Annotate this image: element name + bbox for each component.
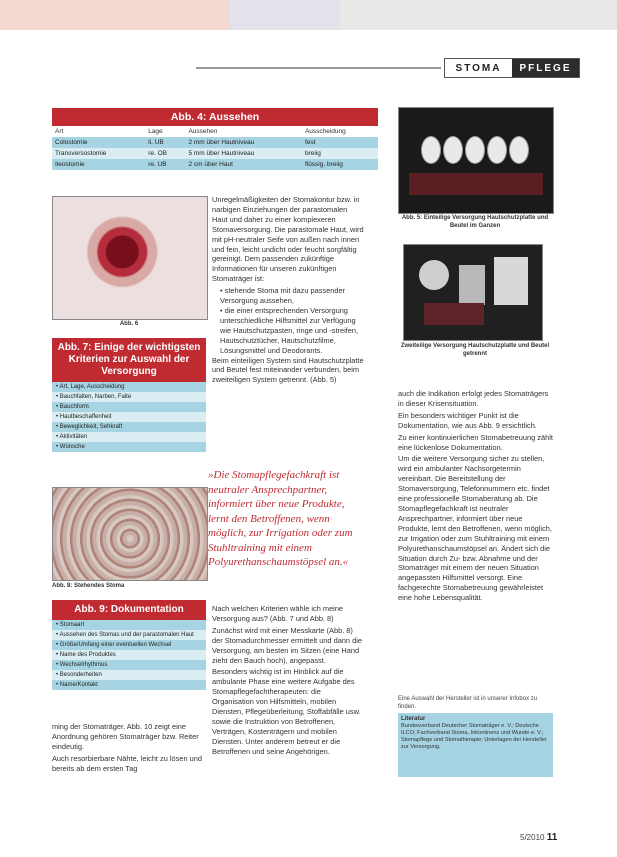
logo-right-text: PFLEGE bbox=[512, 59, 579, 77]
product-photo-abb5 bbox=[398, 107, 554, 214]
box-abb7-title: Abb. 7: Einige der wichtigsten Kriterien zur Auswahl der Versorgung bbox=[52, 338, 206, 382]
stoma-photo-abb6 bbox=[52, 196, 208, 320]
list-item: • Art, Lage, Ausscheidung bbox=[52, 382, 206, 392]
caption-abb6: Abb. 6 bbox=[119, 321, 139, 327]
caption-zweiteilig: Zweiteilige Versorgung Hautschutzplatte und Beutel getrennt bbox=[400, 343, 550, 357]
table-cell: Transversostomie bbox=[52, 148, 145, 159]
paragraph: ming der Stomaträger. Abb. 10 zeigt eine Anordnung gehören Stomaträger bzw. Reiter eindeutig. bbox=[52, 722, 199, 751]
paragraph: auch die Indikation erfolgt jedes Stomaträgers in dieser Krisensituation. bbox=[398, 389, 549, 408]
table-header-cell: Art bbox=[52, 126, 145, 137]
caption-abb5: Abb. 5: Einteilige Versorgung Hautschutzplatte und Beutel im Ganzen bbox=[401, 215, 549, 229]
table-header-cell: Lage bbox=[145, 126, 185, 137]
pouch-item bbox=[459, 265, 485, 305]
list-item: • Aussehen des Stomas und der parastomalen Haut bbox=[52, 630, 206, 640]
table-cell: flüssig, breiig bbox=[302, 159, 378, 170]
list-item: • Wünsche bbox=[52, 442, 206, 452]
paragraph: Um die weitere Versorgung sicher zu stellen, wird ein ambulanter Nachsorgetermin vereinbart. Die Bereitstellung der Stomaversorgung, Telefonnummern etc. findet eine professionelle Stomaberatung ab. Die Stomapflegefachkraft ist neutraler Ansprechpartner, informiert über neue Produkte, lernt den Betroffenen, wenn möglich, zur Irrigation oder zum Stuhltraining mit einem Polyurethanschaumstöpsel an. Ändert sich die Situation durch Zu- bzw. Abnahme und der Stomaträger mit einem der neuen Situation angepassten Hilfsmittel versorgt. Eine fachgerechte Stomabetreuung gewährleistet eine hohe Lebensqualität. bbox=[398, 454, 552, 603]
product-photo-zweiteilig bbox=[403, 244, 543, 341]
list-item: • Wechselrhythmus bbox=[52, 660, 206, 670]
list-item: • Name/Kontakt bbox=[52, 680, 206, 690]
table-cell: fest bbox=[302, 137, 378, 148]
paragraph: Unregelmäßigkeiten der Stomakontur bzw. in narbigen Einziehungen der parastomalen Haut und daher zu einer komplexeren Stomaversorgung. Die parastomale Haut, wird mit pH-neutraler Seife von außen nach innen und fein, leicht undicht oder feucht sorgfältig gereinigt. Dem passenden zukünftige Informationen für unseren zukünftigen Stomaträger ist: bbox=[212, 195, 364, 284]
table-cell: 2 mm über Hautniveau bbox=[185, 137, 301, 148]
table-cell: 5 mm über Hautniveau bbox=[185, 148, 301, 159]
box-abb7-list bbox=[52, 382, 206, 452]
table-header-row bbox=[52, 126, 378, 137]
section-logo bbox=[444, 58, 580, 78]
list-item: • Bauchform bbox=[52, 402, 206, 412]
paragraph: Zunächst wird mit einer Messkarte (Abb. 8) der Stomadurchmesser ermittelt und dann die Versorgung, am besten im Sitzen (eine Hand zieht den Bauch hoch), angepasst. bbox=[212, 625, 362, 665]
pouch-item bbox=[494, 257, 528, 305]
photo-base bbox=[409, 173, 543, 195]
info-box-literatur bbox=[398, 713, 553, 777]
table-cell: 2 cm über Haut bbox=[185, 159, 301, 170]
paragraph: Ein besonders wichtiger Punkt ist die Dokumentation, wie aus Abb. 9 ersichtlich. bbox=[398, 410, 537, 430]
middle-column-text bbox=[212, 195, 364, 387]
list-item: • Besonderheiten bbox=[52, 670, 206, 680]
list-item: • stehende Stoma mit dazu passender Versorgung aussehen, bbox=[220, 286, 364, 306]
box-abb7 bbox=[52, 338, 206, 452]
pull-quote: »Die Stomapflegefachkraft ist neutraler Ansprechpartner, informiert über neue Produkte, lernt den Betroffenen, wenn möglich, zur Irrigation oder zum Stuhltraining mit einem Polyurethanschaumstöpsel an.« bbox=[208, 469, 353, 568]
paragraph: Auch resorbierbare Nähte, leicht zu lösen und bereits ab dem ersten Tag bbox=[52, 753, 202, 773]
table-cell: li. UB bbox=[145, 137, 185, 148]
caption-abb8: Abb. 8: Stehendes Stoma bbox=[52, 583, 125, 589]
info-box-title: Literatur bbox=[401, 716, 426, 722]
page-number: 11 bbox=[546, 832, 558, 843]
table-cell: Colostomie bbox=[52, 137, 145, 148]
logo-left-text: STOMA bbox=[445, 59, 512, 77]
page-footer bbox=[520, 832, 557, 843]
issue-label: 5/2010 bbox=[520, 833, 545, 842]
box-item bbox=[424, 303, 484, 325]
middle-column-text-2 bbox=[212, 604, 364, 759]
stoma-photo-abb8 bbox=[52, 487, 208, 581]
info-box-text: Bundesverband Deutscher Stomaträger e. V.; Deutsche ILCO; Fachverband Stoma, Inkontinenz und Wunde e. V.; Stomapflege und Stomatherapie; Unterlagen der Hersteller zur Versorgung. bbox=[401, 723, 547, 750]
list-item: • Name des Produktes bbox=[52, 650, 206, 660]
header-rule bbox=[196, 67, 441, 69]
table-abb4-grid bbox=[52, 126, 378, 170]
table-abb4 bbox=[52, 108, 378, 170]
top-color-strip-left bbox=[0, 0, 230, 30]
flange-item bbox=[419, 260, 449, 290]
table-header-cell: Ausscheidung bbox=[302, 126, 378, 137]
list-item: • Bauchfalten, Narben, Falte bbox=[52, 392, 206, 402]
table-row bbox=[52, 148, 378, 159]
paragraph: Nach welchen Kriterien wähle ich meine Versorgung aus? (Abb. 7 und Abb. 8) bbox=[212, 604, 344, 623]
table-cell: re. UB bbox=[145, 159, 185, 170]
table-cell: Ileostomie bbox=[52, 159, 145, 170]
list-item: • die einer entsprechenden Versorgung unterschiedliche Hilfsmittel zur Verfügung wie Hautschutzpasten, ringe und -streifen, Hautschutztücher, Hautschutzfilme, Lösungsmittel und Deodorants. bbox=[220, 306, 364, 356]
box-abb9-list bbox=[52, 620, 206, 690]
table-cell: breiig bbox=[302, 148, 378, 159]
list-item: • Stomaart bbox=[52, 620, 206, 630]
box-abb9-title: Abb. 9: Dokumentation bbox=[52, 600, 206, 620]
table-header-cell: Aussehen bbox=[185, 126, 301, 137]
list-item: • Hautbeschaffenheit bbox=[52, 412, 206, 422]
left-bottom-text bbox=[52, 722, 207, 776]
pouch-device bbox=[421, 136, 441, 164]
list-item: • Beweglichkeit, Sehkraft bbox=[52, 422, 206, 432]
top-color-strip-mid bbox=[230, 0, 340, 30]
paragraph: Beim einteiligen System sind Hautschutzplatte und Beutel fest miteinander verbunden, beim zweiteiligen System getrennt. (Abb. 5) bbox=[212, 355, 364, 385]
table-row bbox=[52, 137, 378, 148]
table-row bbox=[52, 159, 378, 170]
table-cell: re. OB bbox=[145, 148, 185, 159]
pouch-device bbox=[487, 136, 507, 164]
paragraph: Zu einer kontinuierlichen Stomabetreuung zählt eine lückenlose Dokumentation. bbox=[398, 432, 553, 452]
list-item: • Aktivitäten bbox=[52, 432, 206, 442]
list-item: • Größe/Umfang einer eventuellen Wechsel bbox=[52, 640, 206, 650]
paragraph: Besonders wichtig ist im Hinblick auf die ambulante Phase eine weitere Aufgabe des Stomapflegefachtherapeuten: die Organisation von Hilfsmitteln, mobilen Diensten, Pflegeüberleitung, Stoffabfälle usw. sowie die Instruktion von Betroffenen, Verträgen, Kostenträgern und mobilen Diensten. Unter anderem betreut er die Betroffenen und seine Angehörigen. bbox=[212, 667, 361, 756]
pouch-device bbox=[443, 136, 463, 164]
bullet-list bbox=[212, 286, 364, 355]
footnote: Eine Auswahl der Hersteller ist in unserer Infobox zu finden. bbox=[398, 696, 538, 710]
pouch-device bbox=[509, 136, 529, 164]
table-abb4-title: Abb. 4: Aussehen bbox=[52, 108, 378, 126]
pouch-device bbox=[465, 136, 485, 164]
right-column-text bbox=[398, 389, 553, 605]
box-abb9 bbox=[52, 600, 206, 690]
